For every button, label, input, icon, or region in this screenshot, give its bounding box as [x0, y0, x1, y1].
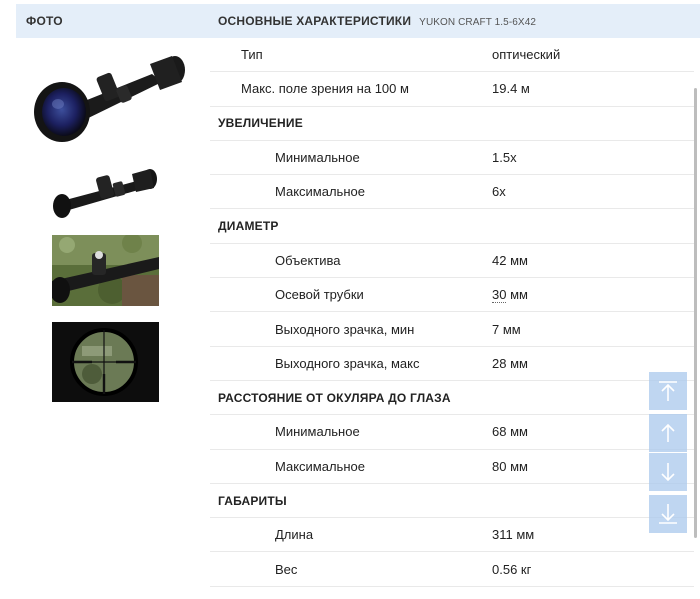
arrow-down-icon [657, 461, 679, 483]
spec-value-number[interactable]: 30 [492, 287, 507, 303]
spec-label: Выходного зрачка, мин [275, 321, 415, 337]
spec-row [210, 141, 694, 175]
spec-section-header [210, 381, 694, 415]
spec-label: Выходного зрачка, макс [275, 355, 420, 371]
spec-row [210, 278, 694, 312]
scroll-down-button[interactable] [649, 453, 687, 491]
spec-section-header [210, 484, 694, 518]
section-title: РАССТОЯНИЕ ОТ ОКУЛЯРА ДО ГЛАЗА [218, 390, 451, 405]
spec-value: 0.56 кг [492, 561, 532, 577]
photo-main-scope[interactable] [32, 52, 190, 148]
spec-value: оптический [492, 47, 561, 63]
specs-table [210, 38, 694, 587]
spec-value-unit: мм [506, 287, 528, 303]
arrow-down-bar-icon [657, 503, 679, 525]
spec-row [210, 175, 694, 209]
spec-row [210, 450, 694, 484]
spec-row [210, 312, 694, 346]
spec-row [210, 518, 694, 552]
photo-column-title: ФОТО [26, 14, 63, 28]
spec-value: 80 мм [492, 458, 528, 474]
spec-value: 42 мм [492, 252, 528, 268]
spec-row [210, 552, 694, 586]
photo-reticle-view[interactable] [52, 322, 159, 402]
section-title: ДИАМЕТР [218, 219, 279, 234]
spec-label: Макс. поле зрения на 100 м [241, 81, 409, 97]
spec-label: Максимальное [275, 184, 365, 200]
spec-value: 7 мм [492, 321, 521, 337]
spec-value: 6x [492, 184, 506, 200]
specs-column-title [218, 14, 536, 28]
spec-row [210, 244, 694, 278]
spec-row [210, 415, 694, 449]
spec-label: Минимальное [275, 150, 360, 166]
specs-header [16, 4, 700, 38]
spec-label: Минимальное [275, 424, 360, 440]
spec-row [210, 347, 694, 381]
model-name: YUKON CRAFT 1.5-6X42 [419, 17, 537, 28]
spec-value [492, 287, 528, 302]
spec-value: 1.5x [492, 150, 517, 166]
spec-value: 68 мм [492, 424, 528, 440]
section-title: УВЕЛИЧЕНИЕ [218, 116, 303, 131]
spec-label: Объектива [275, 252, 341, 268]
spec-label: Длина [275, 527, 314, 543]
scroll-to-top-button[interactable] [649, 372, 687, 410]
arrow-up-icon [657, 422, 679, 444]
photo-side-scope[interactable] [52, 162, 158, 220]
scrollbar[interactable] [694, 88, 697, 538]
scroll-up-button[interactable] [649, 414, 687, 452]
spec-section-header [210, 107, 694, 141]
specs-title-text: ОСНОВНЫЕ ХАРАКТЕРИСТИКИ [218, 14, 412, 28]
spec-label: Вес [275, 561, 298, 577]
photo-scope-on-rifle[interactable] [52, 235, 159, 306]
spec-label: Тип [241, 47, 263, 63]
spec-label: Максимальное [275, 458, 365, 474]
spec-value: 311 мм [492, 527, 535, 543]
spec-row [210, 72, 694, 106]
section-title: ГАБАРИТЫ [218, 493, 287, 508]
spec-label: Осевой трубки [275, 287, 364, 303]
spec-section-header [210, 209, 694, 243]
spec-row [210, 38, 694, 72]
arrow-up-bar-icon [657, 380, 679, 402]
spec-value: 19.4 м [492, 81, 530, 97]
scroll-to-bottom-button[interactable] [649, 495, 687, 533]
spec-value: 28 мм [492, 355, 528, 371]
